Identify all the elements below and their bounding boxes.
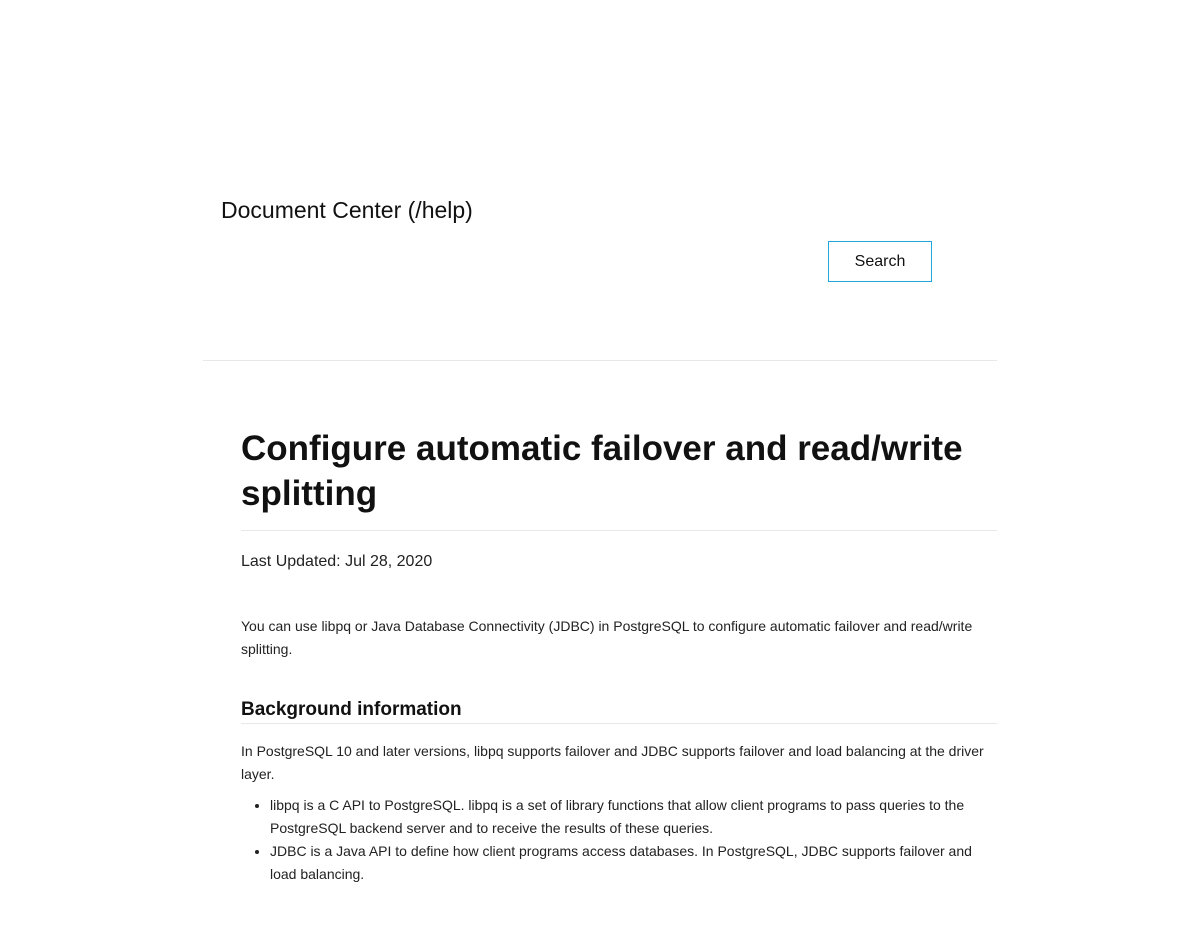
list-item: • JDBC is a Java API to define how client programs access databases. In PostgreSQL, JDBC supports failover and load balancing. bbox=[270, 840, 982, 886]
document-center-link[interactable]: Document Center (/help) bbox=[221, 197, 473, 223]
search-button[interactable]: Search bbox=[828, 241, 932, 282]
page-title: Configure automatic failover and read/write splitting bbox=[241, 426, 997, 531]
intro-paragraph: You can use libpq or Java Database Connectivity (JDBC) in PostgreSQL to configure automatic failover and read/write splitting. bbox=[241, 618, 973, 657]
last-updated: Last Updated: Jul 28, 2020 bbox=[241, 553, 433, 570]
header-divider bbox=[203, 360, 997, 361]
article bbox=[241, 426, 997, 886]
section-heading-background: Background information bbox=[241, 697, 997, 724]
bullet-list bbox=[241, 794, 982, 886]
section-body-background: In PostgreSQL 10 and later versions, libpq supports failover and JDBC supports failover and load balancing at the driver layer. bbox=[241, 743, 984, 782]
list-item: • libpq is a C API to PostgreSQL. libpq is a set of library functions that allow client programs to pass queries to the PostgreSQL backend server and to receive the results of these queries. bbox=[270, 794, 982, 840]
